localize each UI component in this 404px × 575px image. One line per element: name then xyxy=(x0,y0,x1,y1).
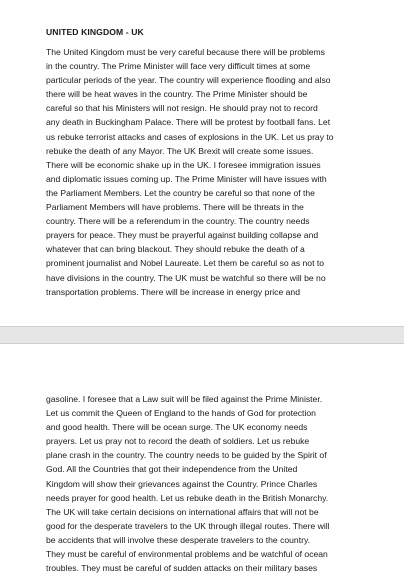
text-line: prayers. Let us pray not to record the death of soldiers. Let us rebuke xyxy=(46,436,310,447)
text-line: in the country. The Prime Minister will face very difficult times at some xyxy=(46,61,311,72)
section-heading: UNITED KINGDOM - UK xyxy=(46,27,144,37)
text-line: The United Kingdom must be very careful because there will be problems xyxy=(46,47,325,57)
page-1-text xyxy=(46,45,334,299)
text-line: transportation problems. There will be increase in energy price and xyxy=(46,286,300,297)
text-line: gasoline. I foresee that a Law suit will be filed against the Prime Minister. xyxy=(46,394,323,404)
text-line: have divisions in the country. The UK must be watchful so there will be no xyxy=(46,272,326,283)
text-line: good for the desperate travelers to the UK through illegal routes. There will xyxy=(46,520,330,531)
text-line: rebuke the death of any Mayor. The UK Brexit will create some issues. xyxy=(46,145,314,156)
text-line: Parliament Members will have problems. There will be threats in the xyxy=(46,202,304,213)
text-line: and good health. There will be ocean surge. The UK economy needs xyxy=(46,422,308,433)
text-line: needs prayer for good health. Let us rebuke death in the British Monarchy. xyxy=(46,492,329,503)
text-line: there will be heat waves in the country. The Prime Minister should be xyxy=(46,89,308,100)
text-line: Let us commit the Queen of England to the hands of God for protection xyxy=(46,408,316,419)
text-line: God. All the Countries that got their independence from the United xyxy=(46,464,298,475)
page-2-text xyxy=(46,392,330,575)
text-line: us rebuke terrorist attacks and cases of explosions in the UK. Let us pray to xyxy=(46,131,334,142)
text-line: country. There will be a referendum in the country. The country needs xyxy=(46,216,310,227)
text-line: be accidents that will involve these desperate travelers to the country. xyxy=(46,534,311,545)
text-line: troubles. They must be careful of sudden attacks on their military bases xyxy=(46,563,318,574)
text-line: The UK will take certain decisions on international affairs that will not be xyxy=(46,506,319,517)
text-line: There will be economic shake up in the UK. I foresee immigration issues xyxy=(46,159,321,170)
text-line: plane crash in the country. The country needs to be guided by the Spirit of xyxy=(46,450,327,461)
text-line: careful so that his Ministers will not resign. He should pray not to record xyxy=(46,103,318,114)
text-line: They must be careful of environmental problems and be watchful of ocean xyxy=(46,549,328,560)
document-page-2 xyxy=(0,344,404,574)
text-line: and diplomatic issues coming up. The Prime Minister will have issues with xyxy=(46,173,327,184)
page-separator xyxy=(0,326,404,344)
text-line: Kingdom will show their grievances against the Country. Prince Charles xyxy=(46,478,318,489)
text-line: whatever that can bring blackout. They should rebuke the death of a xyxy=(46,244,305,255)
text-line: prayers for peace. They must be prayerful against building collapse and xyxy=(46,230,319,241)
text-line: prominent journalist and Nobel Laureate. Let them be careful so as not to xyxy=(46,258,325,269)
text-line: any death in Buckingham Palace. There will be protest by football fans. Let xyxy=(46,117,331,128)
text-line: particular periods of the year. The country will experience flooding and also xyxy=(46,75,331,86)
text-line: the Parliament Members. Let the country be careful so that none of the xyxy=(46,187,315,198)
